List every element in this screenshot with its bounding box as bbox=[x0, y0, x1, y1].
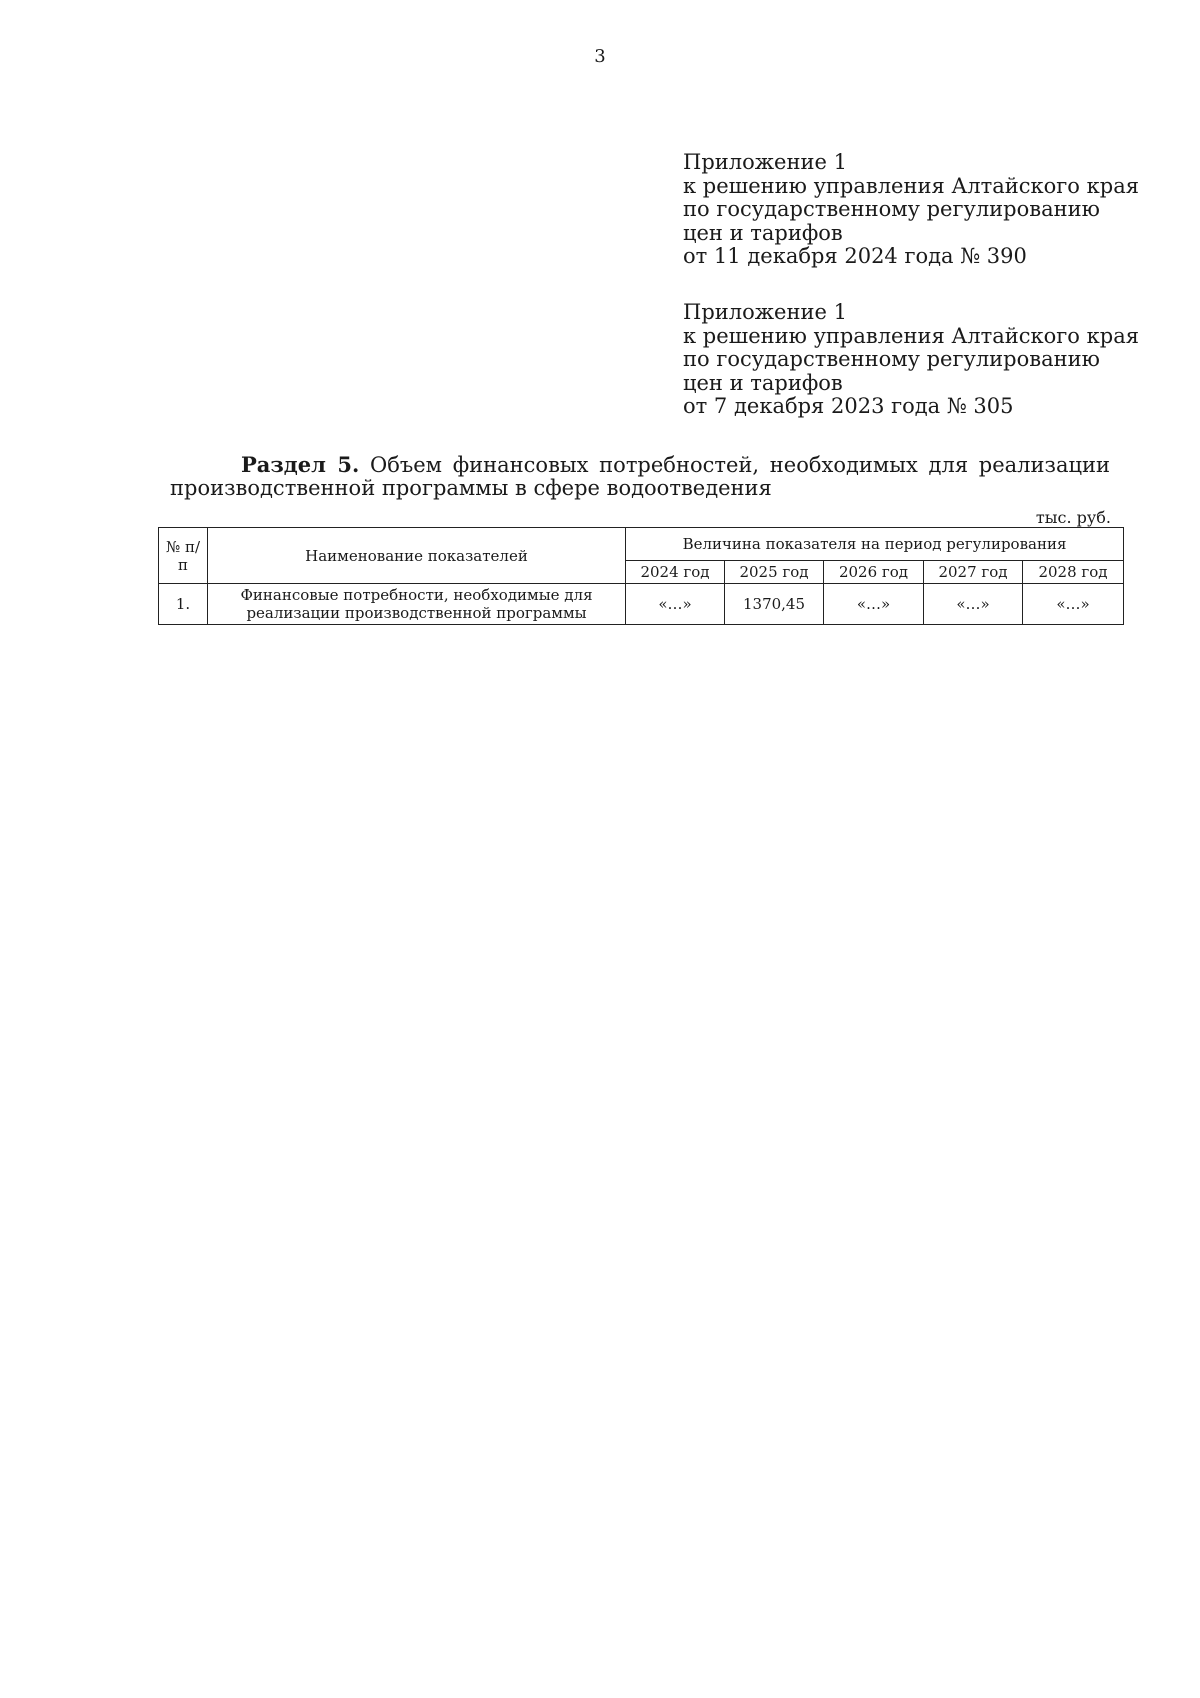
header-year: 2026 год bbox=[824, 561, 924, 584]
header-num: № п/п bbox=[159, 528, 208, 584]
appendix-line: Приложение 1 bbox=[683, 300, 847, 324]
appendix-line: к решению управления Алтайского края bbox=[683, 323, 1139, 348]
appendix-line: цен и тарифов bbox=[683, 370, 843, 395]
table-row bbox=[159, 584, 1124, 625]
section-heading bbox=[170, 453, 1110, 500]
section-title-line1: Объем финансовых потребностей, необходимых для реализации bbox=[370, 453, 1110, 477]
appendix-line: по государственному регулированию bbox=[683, 347, 1100, 371]
appendix-line: цен и тарифов bbox=[683, 220, 843, 245]
row-value: «…» bbox=[824, 584, 924, 625]
header-year: 2024 год bbox=[626, 561, 725, 584]
appendix-line: Приложение 1 bbox=[683, 150, 847, 174]
row-value: «…» bbox=[924, 584, 1023, 625]
section-label: Раздел 5. bbox=[241, 452, 360, 477]
header-period: Величина показателя на период регулирования bbox=[626, 528, 1124, 561]
row-value: «…» bbox=[1023, 584, 1124, 625]
appendix-line: от 11 декабря 2024 года № 390 bbox=[683, 244, 1027, 268]
financial-needs-table bbox=[158, 527, 1124, 625]
row-name: Финансовые потребности, необходимые для реализации производственной программы bbox=[208, 584, 626, 625]
header-year: 2027 год bbox=[924, 561, 1023, 584]
appendix-previous-block bbox=[683, 301, 1163, 419]
appendix-line: по государственному регулированию bbox=[683, 197, 1100, 221]
page-number: 3 bbox=[594, 46, 606, 67]
units-label: тыс. руб. bbox=[1035, 508, 1111, 527]
appendix-line: к решению управления Алтайского края bbox=[683, 173, 1139, 198]
section-heading-line1 bbox=[170, 453, 1110, 477]
header-year: 2025 год bbox=[725, 561, 824, 584]
section-title-line2: производственной программы в сфере водоотведения bbox=[170, 476, 772, 500]
appendix-line: от 7 декабря 2023 года № 305 bbox=[683, 394, 1014, 418]
row-value: 1370,45 bbox=[725, 584, 824, 625]
header-name: Наименование показателей bbox=[208, 528, 626, 584]
appendix-current-block bbox=[683, 151, 1163, 269]
row-num: 1. bbox=[159, 584, 208, 625]
header-year: 2028 год bbox=[1023, 561, 1124, 584]
row-value: «…» bbox=[626, 584, 725, 625]
